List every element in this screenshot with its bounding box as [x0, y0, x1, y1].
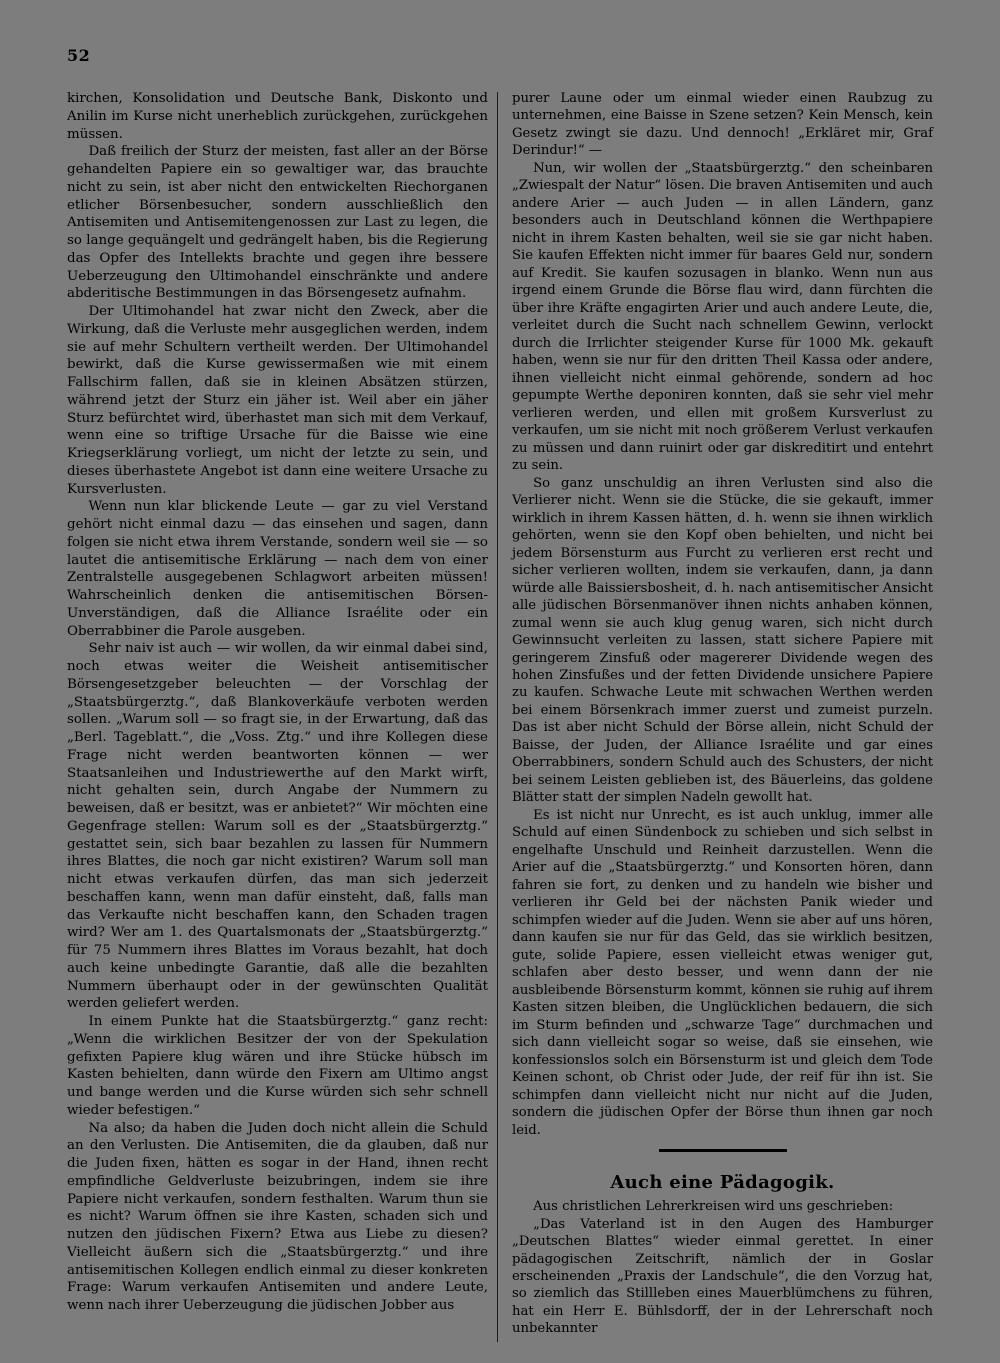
paragraph: So ganz unschuldig an ihren Verlusten sind also die Verlierer nicht. Wenn sie die Stücke, die sie gekauft, immer wirklich in ihrem Kassen hätten, d. h. wenn sie ihnen wirklich gehörten, wenn sie den Kopf oben behielten, und nicht bei jedem Börsensturm aus Furcht zu verlieren erst recht und sicher verlieren wollten, indem sie verkaufen, dann, ja dann würde alle Baissiersbosheit, d. h. nach antisemitischer Ansicht alle jüdischen Börsenmanöver ihnen nichts anhaben können, zumal wenn sie auch klug genug waren, sich nicht durch Gewinnsucht verleiten zu lassen, statt sichere Papiere mit geringerem Zinsfuß oder magererer Dividende wegen des hohen Zinsfußes und der fetten Dividende unsichere Papiere zu kaufen. Schwache Leute mit schwachen Werthen werden bei einem Börsenkrach immer zuerst und zumeist purzeln. Das ist aber nicht Schuld der Börse allein, nicht Schuld der Baisse, der Juden, der Alliance Israélite und gar eines Oberrabbiners, sondern Schuld auch des Schusters, der nicht bei seinem Leisten geblieben ist, des Bäuerleins, das goldene Blätter statt der simplen Nadeln gewollt hat.	[512, 475, 933, 806]
page-number: 52	[67, 46, 91, 65]
paragraph: Sehr naiv ist auch — wir wollen, da wir einmal dabei sind, noch etwas weiter die Weisheit antisemitischer Börsengesetzgeber beleuchten — der Vorschlag der „Staatsbürgerztg.“, daß Blankoverkäufe verboten werden sollen. „Warum soll — so fragt sie, in der Erwartung, daß das „Berl. Tageblatt.“, die „Voss. Ztg.“ und ihre Kollegen diese Frage nicht werden beantworten können — wer Staatsanleihen und Industriewerthe auf den Markt wirft, nicht gehalten sein, durch Angabe der Nummern zu beweisen, daß er besitzt, was er anbietet?“ Wir möchten eine Gegenfrage stellen: Warum soll es der „Staatsbürgerztg.“ gestattet sein, sich baar bezahlen zu lassen für Nummern ihres Blattes, die noch gar nicht existiren? Warum soll man nicht etwas verkaufen dürfen, das man sich jederzeit beschaffen kann, wenn man dafür einsteht, daß, falls man das Verkaufte nicht beschaffen kann, den Schaden tragen wird? Wer am 1. des Quartalsmonats der „Staatsbürgerztg.“ für 75 Nummern ihres Blattes im Voraus bezahlt, hat doch auch keine unbedingte Garantie, daß alle die bezahlten Nummern überhaupt oder in der gewünschten Qualität werden geliefert werden.	[67, 641, 488, 1012]
paragraph: kirchen, Konsolidation und Deutsche Bank, Diskonto und Anilin im Kurse nicht unerheblich zurückgehen, zurückgehen müssen.	[67, 91, 488, 142]
paragraph: Na also; da haben die Juden doch nicht allein die Schuld an den Verlusten. Die Antisemiten, die da glauben, daß nur die Juden fixen, hätten es sogar in der Hand, ihnen recht empfindliche Geldverluste beizubringen, indem sie ihre Papiere nicht verkaufen, sondern festhalten. Warum thun sie es nicht? Warum öffnen sie ihre Kasten, schaden sich und nutzen den jüdischen Fixern? Etwa aus Liebe zu diesen? Vielleicht äußern sich die „Staatsbürgerztg.“ und ihre antisemitischen Kollegen endlich einmal zu dieser konkreten Frage: Warum verkaufen Antisemiten und andere Leute, wenn nach ihrer Ueberzeugung die jüdischen Jobber aus	[67, 1120, 488, 1313]
paragraph: Aus christlichen Lehrerkreisen wird uns geschrieben:	[533, 1199, 894, 1215]
paragraph: Der Ultimohandel hat zwar nicht den Zweck, aber die Wirkung, daß die Verluste mehr ausgeglichen werden, indem sie auf mehr Schultern vertheilt werden. Der Ultimohandel bewirkt, daß die Kurse gewissermaßen wie mit einem Fallschirm fallen, daß sie in kleinen Absätzen stürzen, während jetzt der Sturz ein jäher ist. Weil aber ein jäher Sturz befürchtet wird, überhastet man sich mit dem Verkauf, wenn eine so triftige Ursache für die Baisse wie eine Kriegserklärung vorliegt, um nicht der letzte zu sein, und dieses überhastete Angebot ist dann eine weitere Ursache zu Kursverlusten.	[67, 304, 488, 497]
paragraph: Es ist nicht nur Unrecht, es ist auch unklug, immer alle Schuld auf einen Sündenbock zu schieben und sich selbst in engelhafte Unschuld und Reinheit darzustellen. Wenn die Arier auf die „Staatsbürgerztg.“ und Konsorten hören, dann fahren sie fort, zu denken und zu handeln wie bisher und verlieren ihr Geld bei der nächsten Panik wieder und schimpfen wieder auf die Juden. Wenn sie aber auf uns hören, dann kaufen sie nur für das Geld, das sie wirklich besitzen, gute, solide Papiere, essen vielleicht etwas weniger gut, schlafen aber desto besser, und wenn dann der nie ausbleibende Börsensturm kommt, können sie ruhig auf ihrem Kasten sitzen bleiben, die Unglücklichen bedauern, die sich im Sturm befinden und „schwarze Tage“ durchmachen und sich dann vielleicht sogar so weise, daß sie einsehen, wie konfessionslos solch ein Börsensturm ist und gleich dem Tode Keinen schont, ob Christ oder Jude, der reif für ihn ist. Sie schimpfen dann vielleicht nicht nur nicht auf die Juden, sondern die jüdischen Opfer der Börse thun ihnen gar noch leid.	[512, 807, 933, 1138]
paragraph: „Das Vaterland ist in den Augen des Hamburger „Deutschen Blattes“ wieder einmal gerettet. In einer pädagogischen Zeitschrift, nämlich der in Goslar erscheinenden „Praxis der Landschule“, die den Vorzug hat, so ziemlich das Stillleben eines Mauerblümchens zu führen, hat ein Herr E. Bühlsdorff, der in der Lehrerschaft noch unbekannter	[512, 1216, 933, 1337]
left-column	[67, 90, 488, 1315]
paragraph: purer Laune oder um einmal wieder einen Raubzug zu unternehmen, eine Baisse in Szene setzen? Kein Mensch, kein Gesetz zwingt sie dazu. Und dennoch! „Erkläret mir, Graf Derindur!“ —	[512, 91, 933, 159]
column-rule	[497, 92, 498, 1342]
article-heading: Auch eine Pädagogik.	[610, 1172, 835, 1194]
paragraph: Wenn nun klar blickende Leute — gar zu viel Verstand gehört nicht einmal dazu — das einsehen und sagen, dann folgen sie nicht etwa ihrem Verstande, sondern weil sie — so lautet die antisemitische Erklärung — nach dem von einer Zentralstelle ausgegebenen Schlagwort arbeiten müssen! Wahrscheinlich denken die antisemitischen Börsen-Unverständigen, daß die Alliance Israélite oder ein Oberrabbiner die Parole ausgeben.	[67, 499, 488, 639]
paragraph: Daß freilich der Sturz der meisten, fast aller an der Börse gehandelten Papiere ein so gewaltiger war, das brauchte nicht zu sein, ist aber nicht den entwickelten Riechorganen etlicher Börsenbesucher, sondern ausschließlich den Antisemiten und Antisemitengenossen zur Last zu legen, die so lange gequängelt und gedrängelt haben, bis die Regierung das Opfer des Intellekts brachte und gegen ihre bessere Ueberzeugung den Ultimohandel einschränkte und andere abderitische Bestimmungen in das Börsengesetz aufnahm.	[67, 144, 488, 302]
section-divider	[659, 1149, 787, 1152]
paragraph: In einem Punkte hat die Staatsbürgerztg.“ ganz recht: „Wenn die wirklichen Besitzer der von der Spekulation gefixten Papiere klug wären und ihre Stücke hübsch im Kasten behielten, dann würde den Fixern am Ultimo angst und bange werden und die Kurse würden sich sehr schnell wieder befestigen.“	[67, 1014, 488, 1118]
right-column	[512, 90, 933, 1338]
paragraph: Nun, wir wollen der „Staatsbürgerztg.“ den scheinbaren „Zwiespalt der Natur“ lösen. Die braven Antisemiten und auch andere Arier — auch Juden — in allen Ländern, ganz besonders auch in Deutschland können die Werthpapiere nicht in ihrem Kasten behalten, weil sie sie gar nicht haben. Sie kaufen Effekten nicht immer für baares Geld nur, sondern auf Kredit. Sie kaufen sozusagen in blanko. Wenn nun aus irgend einem Grunde die Börse flau wird, dann fürchten die über ihre Kräfte engagirten Arier und auch andere Leute, die, verleitet durch die Sucht nach schnellem Gewinn, verlockt durch die Irrlichter steigender Kurse für 1000 Mk. gekauft haben, wenn sie nur für den dritten Theil Kassa oder andere, ihnen vielleicht nicht einmal gehörende, sondern ad hoc gepumpte Werthe deponiren konnten, daß sie sehr viel mehr verlieren werden, und ellen mit großem Kursverlust zu verkaufen, um sie nicht mit noch größerem Verlust verkaufen zu müssen und dann ruinirt oder gar diskreditirt und entehrt zu sein.	[512, 160, 933, 474]
